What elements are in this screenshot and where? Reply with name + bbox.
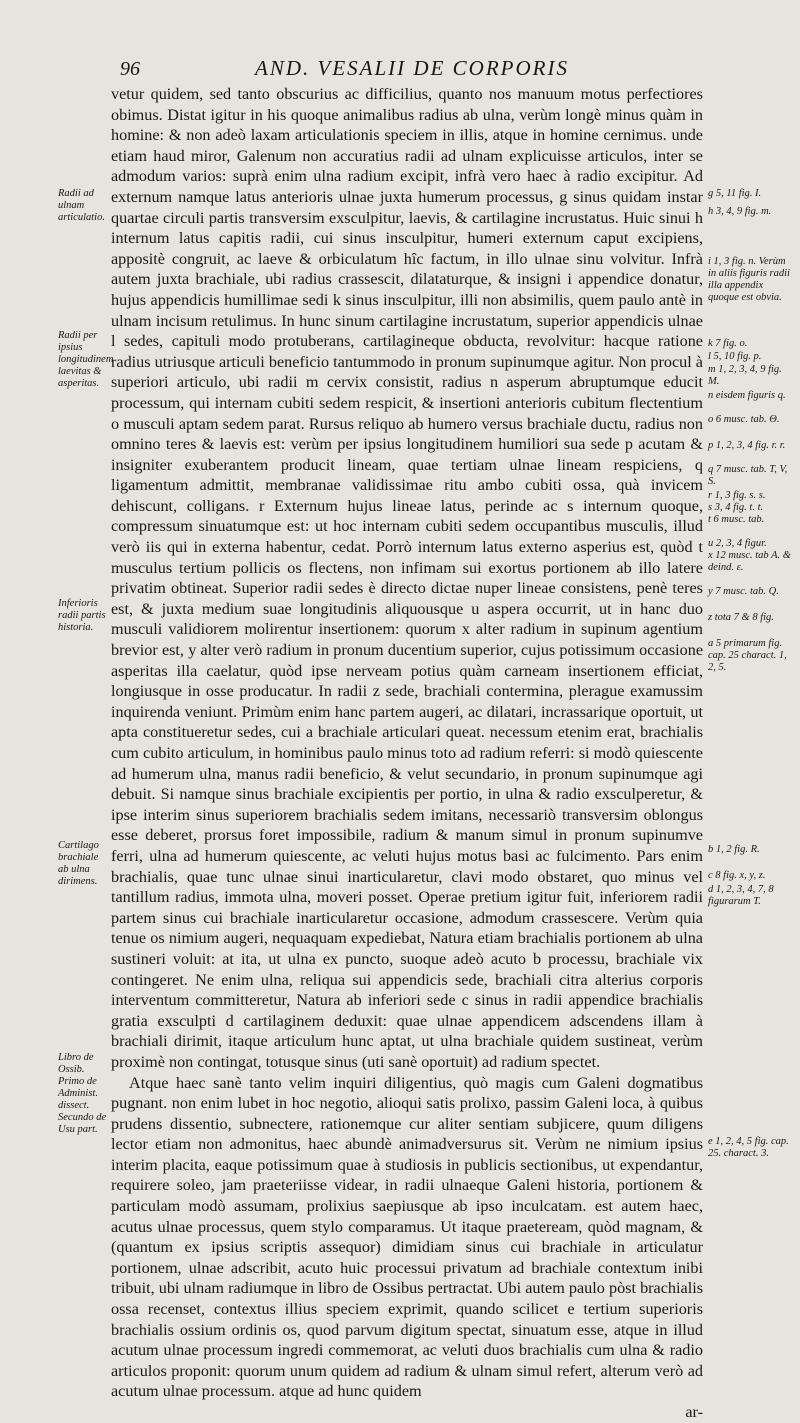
margin-note-right: h 3, 4, 9 fig. m. — [708, 206, 772, 217]
page-header — [0, 50, 800, 84]
margin-note-left: Radii ad ulnam articulatio. — [58, 188, 105, 223]
margin-note-right: x 12 musc. tab A. & deind. ε. — [708, 550, 791, 573]
margin-note-right: d 1, 2, 3, 4, 7, 8 figurarum T. — [708, 884, 774, 907]
margin-note-right: s 3, 4 fig. t. t. — [708, 502, 764, 513]
page-number: 96 — [120, 58, 140, 80]
main-text — [111, 84, 703, 1423]
margin-note-left: Inferioris radii partis historia. — [58, 598, 106, 633]
margin-note-right: n eisdem figuris q. — [708, 390, 786, 401]
margin-note-right: p 1, 2, 3, 4 fig. r. r. — [708, 440, 786, 451]
margin-note-left: Cartilago brachiale ab ulna dirimens. — [58, 840, 99, 887]
margin-note-right: l 5, 10 fig. p. — [708, 351, 762, 362]
margin-note-right: b 1, 2 fig. R. — [708, 844, 760, 855]
paragraph: Atque haec sanè tanto velim inquiri diligentius, quò magis cum Galeni dogmatibus pugnant. non enim lubet in hoc negotio, alioqui satis prolixo, passim Galeni loca, à quibus prudens dissentio, subnectere, rationemque cur aliter sentiam subjicere, quum diligens lector etiam non admonitus, haec abundè animadversurus sit. Verùm ne nimium ipsius interim placita, eaque potissimum quae à studiosis in publicis sectionibus, ut expendantur, requirere soleo, jam praeteriisse videar, in radii ulnaeque Galeni historia, portionem & particulam modò assumam, prolixius saepiusque ab ipso inculcatam. est autem haec, acutus ulnae processus, quem stylo comparamus. Ut itaque praeteream, quòd magnam, & (quantum ex ipsius scriptis assequor) dimidiam sinus cui brachiale in articulatur portionem, ulnae adscribit, acuto huic processui privatum ad brachiale contextum inibi tribuit, ubi ulnam radiumque in libro de Ossibus pertractat. Ubi autem paulo pòst brachialis ossa recenset, contextus illius speciem exprimit, quando scilicet e tertium superioris brachialis ossium ordinis os, quod parvum digitum spectat, sinuatum esse, atque in illud acutum ulnae processum ingredi commemorat, ac veluti duos brachialis cum ulna & radio articulos proponit: quorum unum quidem ad radium & ulnam simul refert, alterum verò ad acutum ulnae processum. atque ad hunc quidem — [111, 1073, 703, 1401]
running-title: AND. VESALII DE CORPORIS — [255, 56, 569, 80]
margin-note-right: r 1, 3 fig. s. s. — [708, 490, 766, 501]
margin-note-left: Radii per ipsius longitudinem laevitas & asperitas. — [58, 330, 114, 389]
margin-note-right: i 1, 3 fig. n. Verùm in aliis figuris radii illa appendix quoque est obvia. — [708, 256, 790, 303]
margin-note-right: o 6 musc. tab. Θ. — [708, 414, 780, 425]
margin-note-left: Libro de Ossib. Primo de Administ. dissect. Secundo de Usu part. — [58, 1052, 107, 1135]
margin-note-right: g 5, 11 fig. I. — [708, 188, 762, 199]
margin-note-right: q 7 musc. tab. T, V, S. — [708, 464, 788, 487]
paragraph: vetur quidem, sed tanto obscurius ac difficilius, quanto nos manuum motus perfectiores obimus. Distat igitur in his quoque animalibus radius ab ulna, verùm longè minus quàm in homine: & non adeò laxam articulationis speciem in illis, atque in homine cernimus. unde etiam haud miror, Galenum non accuratius radii ad ulnam explicuisse articulos, inter se admodum varios: suprà enim ulna radium excipit, infrà vero haec à radio excipitur. Ad externum namque latus anterioris ulnae juxta humerum processus, g sinus quidam instar quartae circuli partis transversim exsculpitur, laevis, & cartilagine incrustatus. Huic sinui h internum latus capitis radii, cui sinus insculpitur, humeri externum caput excipiens, appositè congruit, ac laeve & orbiculatum hîc factum, in illo ulnae sinu volvitur. Infrà autem juxta brachiale, ubi radius crassescit, dilataturque, & insigni i appendice donatur, hujus appendicis humillimae sedi k sinus insculpitur, illi non absimilis, quem paulo antè in ulnam incisum retulimus. In hunc sinum cartilagine incrustatum, superior appendicis ulnae l sedes, capituli modo protuberans, cartilagineque obducta, revolvitur: hacque ratione radius utriusque articuli beneficio tantummodo in pronum supinumque agitur. Non procul à superiori articulo, ubi radii m cervix consistit, radius n asperum abruptumque educit processum, qui internam cubiti sedem respicit, & insertioni anterioris cubitum flectentium o musculi aptam sedem parat. Rursus reliquo ab humero versus brachiale ductu, radius non omnino teres & laevis est: verùm per ipsius longitudinem humiliori sua sede p acutam & insigniter exuberantem producit lineam, quae tertiam ulnae lineam respiciens, q ligamentum admittit, membranae validissimae ritu ambo cubiti ossa, quà invicem dehiscunt, colligans. r Externum hujus lineae latus, perinde ac s internum quoque, compressum sinuatumque est: ut hoc internam cubiti sedem occupantibus musculis, illud verò iis qui in externa habentur, cedat. Porrò internum latus externo asperius est, quòd t musculus tertium pollicis os flectens, non infimam sui exortus portionem ab illo latere privatim obtineat. Superior radii sedes è directo dictae nuper lineae consistens, penè teres est, & juxta medium suae longitudinis aliquousque u aspera occurrit, ut in hanc duo musculi validiorem molirentur insertionem: quorum x alter radium in supinum agentium brevior est, y alter verò radium in pronum ducentium superior, cujus potissimum occasione asperitas illa caelatur, quòd ipse nerveam potius quàm carneam insertionem efficiat, longiusque in osse producatur. In radii z sede, brachiali contermina, plerague examussim inquirenda veniunt. Primùm enim hanc partem augeri, ac dilatari, incrassarique oportuit, ut apta constitueretur sedes, cui a brachiale articulari queat. necessum etenim erat, brachialis cum cubito articulum, in hominibus paulo minus toto ad radium referri: si modò quiescente ad humerum ulna, manus radii beneficio, & velut secundario, in pronum supinumque agi debuit. Si namque sinus brachiale excipientis per portio, in ulna & radio exsculperetur, & ipse interim sinus superiorem brachialis sedem imitans, necessariò transversim oblongus esse deberet, prorsus foret impossibile, radium & manum simul in pronum supinumve ferri, ulna ad humerum quiescente, ac veluti hujus motus basi ac fulcimento. Pars enim brachialis, quae tunc ulnae sinui inarticularetur, clavi modo obstaret, quo minus vel tantillum radius, immota ulna, moveri posset. Operae pretium igitur fuit, inferiorem radii partem sinus cui brachiale inarticularetur occasione, admodum crassescere. Verùm quia tenue os nimium augeri, nequaquam expediebat, Natura etiam brachialis portionem ab ulna sustineri voluit: at ita, ut ulna ex puncto, suoque adeò acuto b processu, brachiale vix contingeret. Ne enim ulna, reliqua sui appendicis sede, brachiali citra alterius corporis interventum committeretur, Natura ab inferiori sede c sinus in radii appendice brachialis gratia exsculpti d cartilaginem deduxit: quae ulnae appendicem adscendens illam à brachiali dirimit, itaque articulum hunc aptat, ut ulna brachiale quidem sustineat, verùm proximè non contingat, totusque sinus (uti sanè oportuit) ad radium spectet. — [111, 85, 703, 1071]
margin-note-right: c 8 fig. x, y, z. — [708, 870, 766, 881]
margin-note-right: a 5 primarum fig. cap. 25 charact. 1, 2, 5. — [708, 638, 787, 673]
margin-note-right: e 1, 2, 4, 5 fig. cap. 25. charact. 3. — [708, 1136, 789, 1159]
margin-note-right: k 7 fig. o. — [708, 338, 748, 349]
margin-note-right: t 6 musc. tab. — [708, 514, 765, 525]
margin-note-right: u 2, 3, 4 figur. — [708, 538, 767, 549]
margin-note-right: z tota 7 & 8 fig. — [708, 612, 774, 623]
margin-note-right: m 1, 2, 3, 4, 9 fig. M. — [708, 364, 782, 387]
catchword: ar- — [685, 1403, 703, 1421]
margin-note-right: y 7 musc. tab. Q. — [708, 586, 779, 597]
